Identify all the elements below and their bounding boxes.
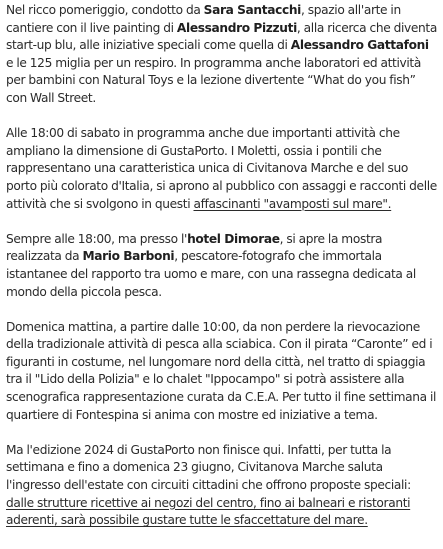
paragraph-saturday-moletti [6, 125, 437, 213]
paragraph-edition-2024 [6, 442, 437, 530]
paragraph-text: , si apre la mostra realizzata da [6, 231, 383, 264]
paragraph-text: , spazio all'arte in cantiere con il live painting di [6, 3, 401, 35]
paragraph-text: Domenica mattina, a partire dalle 10:00, da non perdere la rievocazione della tradizionale attività di pesca alla sciabica. Con il pirata “Caronte” ed i figuranti in costume, nel lungomare nord della città, nel tratto di spiaggia tra il "Lido della Polizia" e lo chalet "Ippocampo" si potrà assistere alla scenografica rappresentazione curata da C.E.A. Per tutto il fine settimana il quartiere di Fontespina si anima con mostre ed iniziative a tema. [6, 319, 437, 422]
person-name-sara-santacchi: Sara Santacchi [203, 3, 301, 17]
person-name-alessandro-pizzuti: Alessandro Pizzuti [176, 20, 297, 35]
strutture-ricettive-link[interactable]: dalle strutture ricettive ai negozi del centro, fino ai balneari e ristoranti aderenti, sarà possibile gustare tutte le sfaccettature del mare. [6, 495, 411, 528]
paragraph-text: Sempre alle 18:00, ma presso l' [6, 231, 188, 246]
person-name-alessandro-gattafoni: Alessandro Gattafoni [290, 38, 429, 53]
venue-name-hotel-dimorae: hotel Dimorae [187, 231, 280, 246]
person-name-mario-barboni: Mario Barboni [82, 249, 175, 264]
paragraph-text: e le 125 miglia per un respiro. In programma anche laboratori ed attività per bambini con Natural Toys e la lezione divertente “What do you fish” con Wall Street. [6, 55, 421, 105]
paragraph-text: Ma l'edizione 2024 di GustaPorto non finisce qui. Infatti, per tutta la settimana e fino a domenica 23 giugno, Civitanova Marche saluta l'ingresso dell'estate con circuiti cittadini che offrono proposte speciali: [6, 442, 411, 493]
paragraph-text: Alle 18:00 di sabato in programma anche due importanti attività che ampliano la dimensione di GustaPorto. I Moletti, ossia i pontili che rappresentano una caratteristica unica di Civitanova Marche e del suo porto più colorato d'Italia, si aprono al pubblico con assaggi e racconti delle attività che si svolgono in questi [6, 126, 437, 211]
paragraph-sunday-sciabica [6, 319, 437, 425]
avamposti-sul-mare-link[interactable]: affascinanti "avamposti sul mare". [193, 196, 392, 211]
paragraph-text: , pescatore-fotografo che immortala istantanee del rapporto tra uomo e mare, con una rassegna dedicata al mondo della piccola pesca. [6, 249, 416, 299]
paragraph-hotel-dimorae-exhibition [6, 231, 437, 301]
paragraph-text: , alla ricerca che diventa start-up blu, alle iniziative speciali come quella di [6, 20, 437, 53]
article-body [0, 2, 443, 530]
paragraph-afternoon-program [6, 2, 437, 108]
paragraph-text: Nel ricco pomeriggio, condotto da [6, 3, 204, 17]
